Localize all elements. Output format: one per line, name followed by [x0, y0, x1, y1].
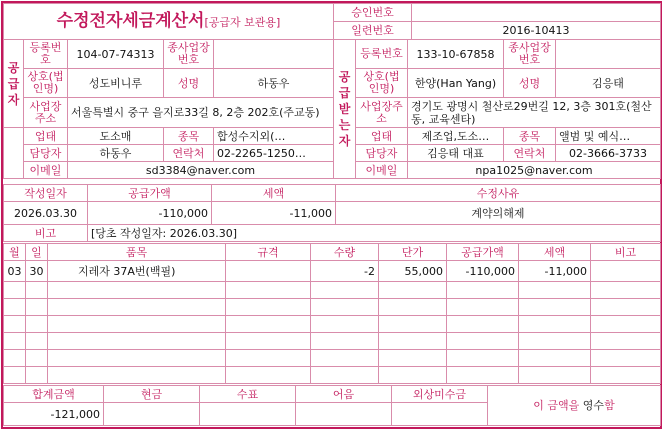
- note-label: 비고: [4, 225, 88, 242]
- item-month: [4, 299, 26, 316]
- amend-reason: 계약의해제: [336, 202, 661, 225]
- buyer-biz-item: 앨범 및 예식…: [556, 128, 661, 145]
- item-day: [26, 316, 48, 333]
- item-unit-price: [379, 333, 447, 350]
- item-tax: -11,000: [519, 261, 591, 282]
- total-label: 합계금액: [4, 386, 104, 403]
- buyer-biz-type: 제조업,도소…: [408, 128, 504, 145]
- item-note: [591, 261, 661, 282]
- item-spec: [226, 299, 311, 316]
- buyer-contact: 김응태 대표: [408, 145, 504, 162]
- item-note: [591, 350, 661, 367]
- item-supply: [447, 367, 519, 384]
- buyer-company: 한양(Han Yang): [408, 69, 504, 98]
- item-unit-price: 55,000: [379, 261, 447, 282]
- supplier-email: sd3384@naver.com: [68, 162, 334, 179]
- item-month: [4, 316, 26, 333]
- buyer-address: 경기도 광명시 철산로29번길 12, 3층 301호(철산동, 교육센타): [408, 98, 661, 128]
- buyer-reg-no: 133-10-67858: [408, 40, 504, 69]
- item-note: [591, 333, 661, 350]
- supplier-company: 성도비니루: [68, 69, 164, 98]
- item-spec: [226, 333, 311, 350]
- item-note: [591, 367, 661, 384]
- item-spec: [226, 282, 311, 299]
- item-supply: -110,000: [447, 261, 519, 282]
- summary-tax-amount: -11,000: [212, 202, 336, 225]
- item-day: 30: [26, 261, 48, 282]
- table-row: [4, 367, 661, 384]
- item-item: [48, 367, 226, 384]
- item-qty: [311, 316, 379, 333]
- bill-label: 어음: [296, 386, 392, 403]
- item-tax: [519, 367, 591, 384]
- item-unit-price: [379, 299, 447, 316]
- invoice-header: [3, 3, 661, 40]
- date-label: 작성일자: [4, 185, 88, 202]
- item-item: [48, 282, 226, 299]
- buyer-company-label: 상호(법인명): [356, 69, 408, 98]
- item-day: [26, 299, 48, 316]
- col-item: 품목: [48, 244, 226, 261]
- buyer-contact-label: 담당자: [356, 145, 408, 162]
- buyer-phone: 02-3666-3733: [556, 145, 661, 162]
- item-month: [4, 367, 26, 384]
- item-qty: [311, 367, 379, 384]
- approval-no: [412, 4, 661, 22]
- table-row: [4, 299, 661, 316]
- buyer-reg-no-label: 등록번호: [356, 40, 408, 69]
- buyer-biz-item-label: 종목: [504, 128, 556, 145]
- buyer-email: npa1025@naver.com: [408, 162, 661, 179]
- summary-tax-label: 세액: [212, 185, 336, 202]
- credit-amount: [392, 403, 488, 426]
- title-suffix: [공급자 보관용]: [204, 15, 281, 29]
- buyer-branch-no: [556, 40, 661, 69]
- buyer-biz-type-label: 업태: [356, 128, 408, 145]
- item-supply: [447, 333, 519, 350]
- item-day: [26, 282, 48, 299]
- bill-amount: [296, 403, 392, 426]
- item-note: [591, 316, 661, 333]
- item-spec: [226, 261, 311, 282]
- check-amount: [200, 403, 296, 426]
- item-month: [4, 333, 26, 350]
- buyer-branch-label: 종사업장번호: [504, 40, 556, 69]
- buyer-address-label: 사업장주소: [356, 98, 408, 128]
- item-rows: [4, 261, 661, 384]
- totals-table: [3, 385, 661, 426]
- supplier-branch-no: [214, 40, 334, 69]
- item-spec: [226, 367, 311, 384]
- supplier-address-label: 사업장주소: [24, 98, 68, 128]
- item-spec: [226, 350, 311, 367]
- col-supply: 공급가액: [447, 244, 519, 261]
- supplier-company-label: 상호(법인명): [24, 69, 68, 98]
- item-qty: [311, 282, 379, 299]
- item-month: [4, 282, 26, 299]
- buyer-rep-label: 성명: [504, 69, 556, 98]
- statement-mode: 영수: [582, 399, 605, 412]
- supplier-contact-label: 담당자: [24, 145, 68, 162]
- table-row: [4, 333, 661, 350]
- parties-table: [3, 39, 661, 179]
- col-unit-price: 단가: [379, 244, 447, 261]
- item-unit-price: [379, 367, 447, 384]
- item-note: [591, 282, 661, 299]
- supplier-contact: 하동우: [68, 145, 164, 162]
- table-row: [4, 316, 661, 333]
- supplier-side-blank: [4, 128, 24, 179]
- col-qty: 수량: [311, 244, 379, 261]
- table-row: [4, 350, 661, 367]
- cash-amount: [104, 403, 200, 426]
- supplier-biz-item: 합성수지외(…: [214, 128, 334, 145]
- item-supply: [447, 350, 519, 367]
- item-note: [591, 299, 661, 316]
- item-tax: [519, 299, 591, 316]
- item-tax: [519, 333, 591, 350]
- item-unit-price: [379, 316, 447, 333]
- item-day: [26, 350, 48, 367]
- item-item: [48, 333, 226, 350]
- supplier-reg-no: 104-07-74313: [68, 40, 164, 69]
- invoice-title: [4, 4, 334, 40]
- buyer-rep: 김응태: [556, 69, 661, 98]
- item-qty: -2: [311, 261, 379, 282]
- item-tax: [519, 350, 591, 367]
- item-item: 지레자 37A번(백필): [48, 261, 226, 282]
- reason-label: 수정사유: [336, 185, 661, 202]
- col-note: 비고: [591, 244, 661, 261]
- item-item: [48, 350, 226, 367]
- item-supply: [447, 299, 519, 316]
- buyer-phone-label: 연락처: [504, 145, 556, 162]
- supplier-biz-type: 도소매: [68, 128, 164, 145]
- supplier-phone-label: 연락처: [164, 145, 214, 162]
- serial-no-label: 일련번호: [334, 22, 412, 40]
- col-day: 일: [26, 244, 48, 261]
- item-tax: [519, 316, 591, 333]
- item-item: [48, 316, 226, 333]
- supplier-biz-item-label: 종목: [164, 128, 214, 145]
- receipt-statement: [488, 386, 661, 426]
- item-spec: [226, 316, 311, 333]
- approval-no-label: 승인번호: [334, 4, 412, 22]
- title-text: 수정전자세금계산서: [56, 10, 205, 31]
- supplier-address: 서울특별시 중구 을지로33길 8, 2층 202호(주교동): [68, 98, 334, 128]
- summary-table: [3, 184, 661, 242]
- statement-suffix: 함: [604, 399, 615, 412]
- serial-no: 2016-10413: [412, 22, 661, 40]
- issue-date: 2026.03.30: [4, 202, 88, 225]
- credit-label: 외상미수금: [392, 386, 488, 403]
- item-qty: [311, 350, 379, 367]
- item-qty: [311, 333, 379, 350]
- statement-prefix: 이 금액을: [533, 399, 580, 412]
- col-month: 월: [4, 244, 26, 261]
- check-label: 수표: [200, 386, 296, 403]
- supplier-rep: 하동우: [214, 69, 334, 98]
- col-tax: 세액: [519, 244, 591, 261]
- item-unit-price: [379, 350, 447, 367]
- buyer-section-label: 공급받는자: [334, 40, 356, 179]
- item-day: [26, 367, 48, 384]
- summary-supply-label: 공급가액: [88, 185, 212, 202]
- table-row: [4, 282, 661, 299]
- supplier-section-label: 공급자: [4, 40, 24, 128]
- supplier-biz-type-label: 업태: [24, 128, 68, 145]
- item-unit-price: [379, 282, 447, 299]
- supplier-email-label: 이메일: [24, 162, 68, 179]
- item-item: [48, 299, 226, 316]
- note-text: [당초 작성일자: 2026.03.30]: [88, 225, 661, 242]
- total-amount: -121,000: [4, 403, 104, 426]
- items-table: [3, 243, 661, 384]
- col-spec: 규격: [226, 244, 311, 261]
- cash-label: 현금: [104, 386, 200, 403]
- item-supply: [447, 282, 519, 299]
- supplier-branch-label: 종사업장번호: [164, 40, 214, 69]
- item-day: [26, 333, 48, 350]
- summary-supply-amount: -110,000: [88, 202, 212, 225]
- item-supply: [447, 316, 519, 333]
- supplier-phone: 02-2265-1250…: [214, 145, 334, 162]
- item-qty: [311, 299, 379, 316]
- table-row: [4, 261, 661, 282]
- item-tax: [519, 282, 591, 299]
- buyer-email-label: 이메일: [356, 162, 408, 179]
- item-month: 03: [4, 261, 26, 282]
- supplier-reg-no-label: 등록번호: [24, 40, 68, 69]
- item-month: [4, 350, 26, 367]
- supplier-rep-label: 성명: [164, 69, 214, 98]
